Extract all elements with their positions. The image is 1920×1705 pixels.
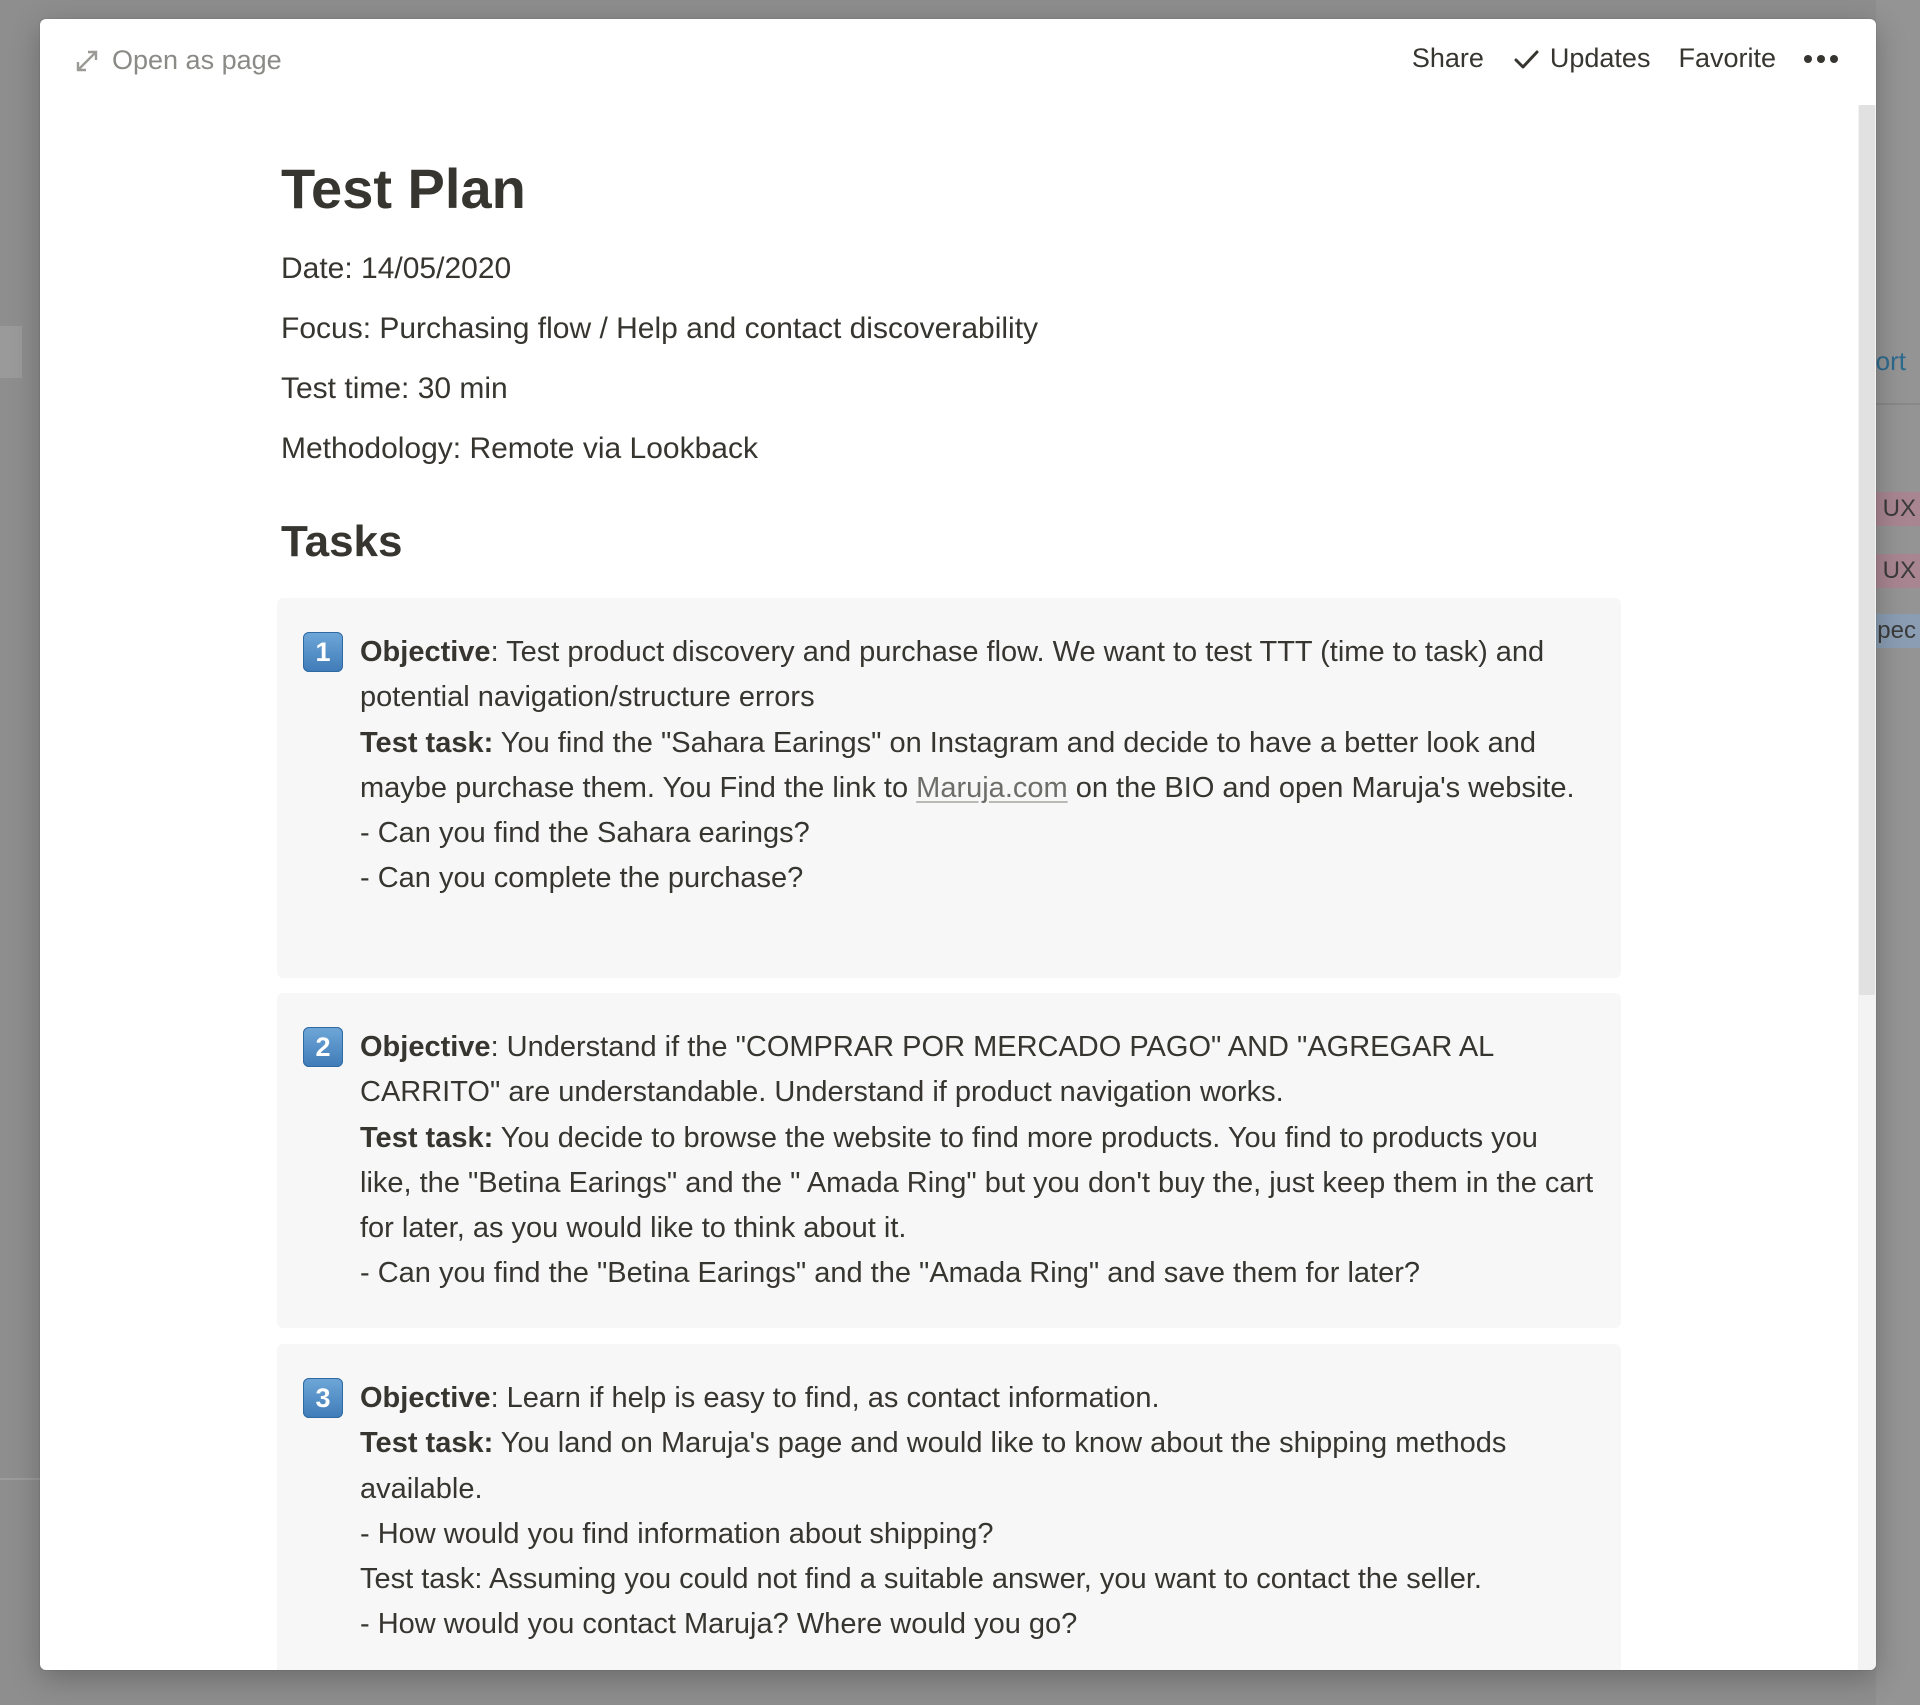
property-focus[interactable]: Focus: Purchasing flow / Help and contact discoverability bbox=[281, 312, 1039, 345]
test-task-line bbox=[360, 721, 1597, 812]
test-task-text: You land on Maruja's page and would like to know about the shipping methods available. bbox=[360, 1427, 1507, 1505]
plain-test-task-line: Test task: Assuming you could not find a suitable answer, you want to contact the seller. bbox=[360, 1563, 1482, 1596]
callout-text bbox=[360, 630, 1597, 902]
objective-line bbox=[360, 1376, 1597, 1421]
test-task-label: Test task: bbox=[360, 1427, 494, 1460]
scrollbar-thumb[interactable] bbox=[1859, 105, 1875, 995]
keycap-1-icon: 1 bbox=[303, 632, 343, 672]
objective-text: : Understand if the "COMPRAR POR MERCADO PAGO" AND "AGREGAR AL CARRITO" are understandable. Understand if product navigation works. bbox=[360, 1031, 1494, 1109]
background-divider bbox=[1876, 403, 1920, 405]
background-table-fragment bbox=[1876, 0, 1920, 1705]
question-line: - Can you find the Sahara earings? bbox=[360, 817, 810, 850]
page-content bbox=[281, 139, 1661, 1641]
background-link-fragment: ort bbox=[1875, 346, 1906, 376]
test-task-label: Test task: bbox=[360, 726, 494, 759]
objective-text: : Test product discovery and purchase flow. We want to test TTT (time to task) and potential navigation/structure errors bbox=[360, 636, 1545, 714]
favorite-label: Favorite bbox=[1678, 43, 1776, 73]
updates-label: Updates bbox=[1549, 43, 1651, 73]
test-task-text: on the BIO and open Maruja's website. bbox=[1067, 771, 1575, 804]
question-line: - Can you complete the purchase? bbox=[360, 862, 804, 895]
property-date[interactable]: Date: 14/05/2020 bbox=[281, 252, 512, 285]
background-sidebar-fragment bbox=[0, 326, 22, 378]
share-button[interactable] bbox=[1412, 43, 1484, 74]
test-task-label: Test task: bbox=[360, 1121, 494, 1154]
updates-button[interactable] bbox=[1512, 43, 1651, 74]
objective-line bbox=[360, 630, 1597, 721]
objective-line bbox=[360, 1025, 1597, 1116]
share-label: Share bbox=[1411, 43, 1484, 73]
favorite-button[interactable] bbox=[1678, 43, 1776, 74]
more-dots-icon[interactable] bbox=[1804, 53, 1844, 65]
callout-text bbox=[360, 1376, 1597, 1648]
background-divider bbox=[0, 1478, 40, 1480]
callout-text bbox=[360, 1025, 1597, 1297]
modal-topbar bbox=[40, 19, 1876, 105]
objective-label: Objective bbox=[360, 636, 491, 668]
maruja-link[interactable]: Maruja.com bbox=[916, 771, 1068, 804]
objective-label: Objective bbox=[360, 1382, 491, 1414]
page-peek-modal bbox=[40, 19, 1876, 1670]
property-test-time[interactable]: Test time: 30 min bbox=[281, 372, 508, 405]
vertical-scrollbar[interactable] bbox=[1858, 105, 1876, 1670]
test-task-line bbox=[360, 1421, 1597, 1512]
test-task-text: You decide to browse the website to find more products. You find to products you like, the "Betina Earings" and the " Amada Ring" but you don't buy the, just keep them in the cart for later, as you would like to think about it. bbox=[360, 1121, 1594, 1245]
question-line: - Can you find the "Betina Earings" and the "Amada Ring" and save them for later? bbox=[360, 1257, 1421, 1290]
page-title[interactable]: Test Plan bbox=[281, 157, 526, 220]
open-as-page-button[interactable] bbox=[74, 45, 282, 76]
task-callout-2[interactable] bbox=[277, 993, 1621, 1328]
topbar-actions bbox=[1412, 43, 1844, 74]
task-callout-3[interactable] bbox=[277, 1344, 1621, 1670]
test-task-line bbox=[360, 1116, 1597, 1252]
question-line: - How would you contact Maruja? Where would you go? bbox=[360, 1608, 1078, 1641]
background-tag: UX bbox=[1873, 492, 1920, 526]
background-tag: UX bbox=[1873, 554, 1920, 588]
task-callout-1[interactable] bbox=[277, 598, 1621, 978]
section-heading-tasks[interactable]: Tasks bbox=[281, 517, 403, 566]
keycap-3-icon: 3 bbox=[303, 1378, 343, 1418]
open-as-page-label: Open as page bbox=[112, 45, 282, 75]
question-line: - How would you find information about shipping? bbox=[360, 1517, 994, 1550]
objective-text: : Learn if help is easy to find, as contact information. bbox=[490, 1382, 1160, 1414]
keycap-2-icon: 2 bbox=[303, 1027, 343, 1067]
property-methodology[interactable]: Methodology: Remote via Lookback bbox=[281, 432, 758, 465]
background-tag: pec bbox=[1867, 614, 1920, 648]
objective-label: Objective bbox=[360, 1031, 491, 1063]
checkmark-icon bbox=[1512, 45, 1540, 73]
expand-arrows-icon bbox=[74, 48, 100, 74]
test-task-text: You find the "Sahara Earings" on Instagram and decide to have a better look and maybe purchase them. You Find the link to bbox=[360, 726, 1536, 804]
